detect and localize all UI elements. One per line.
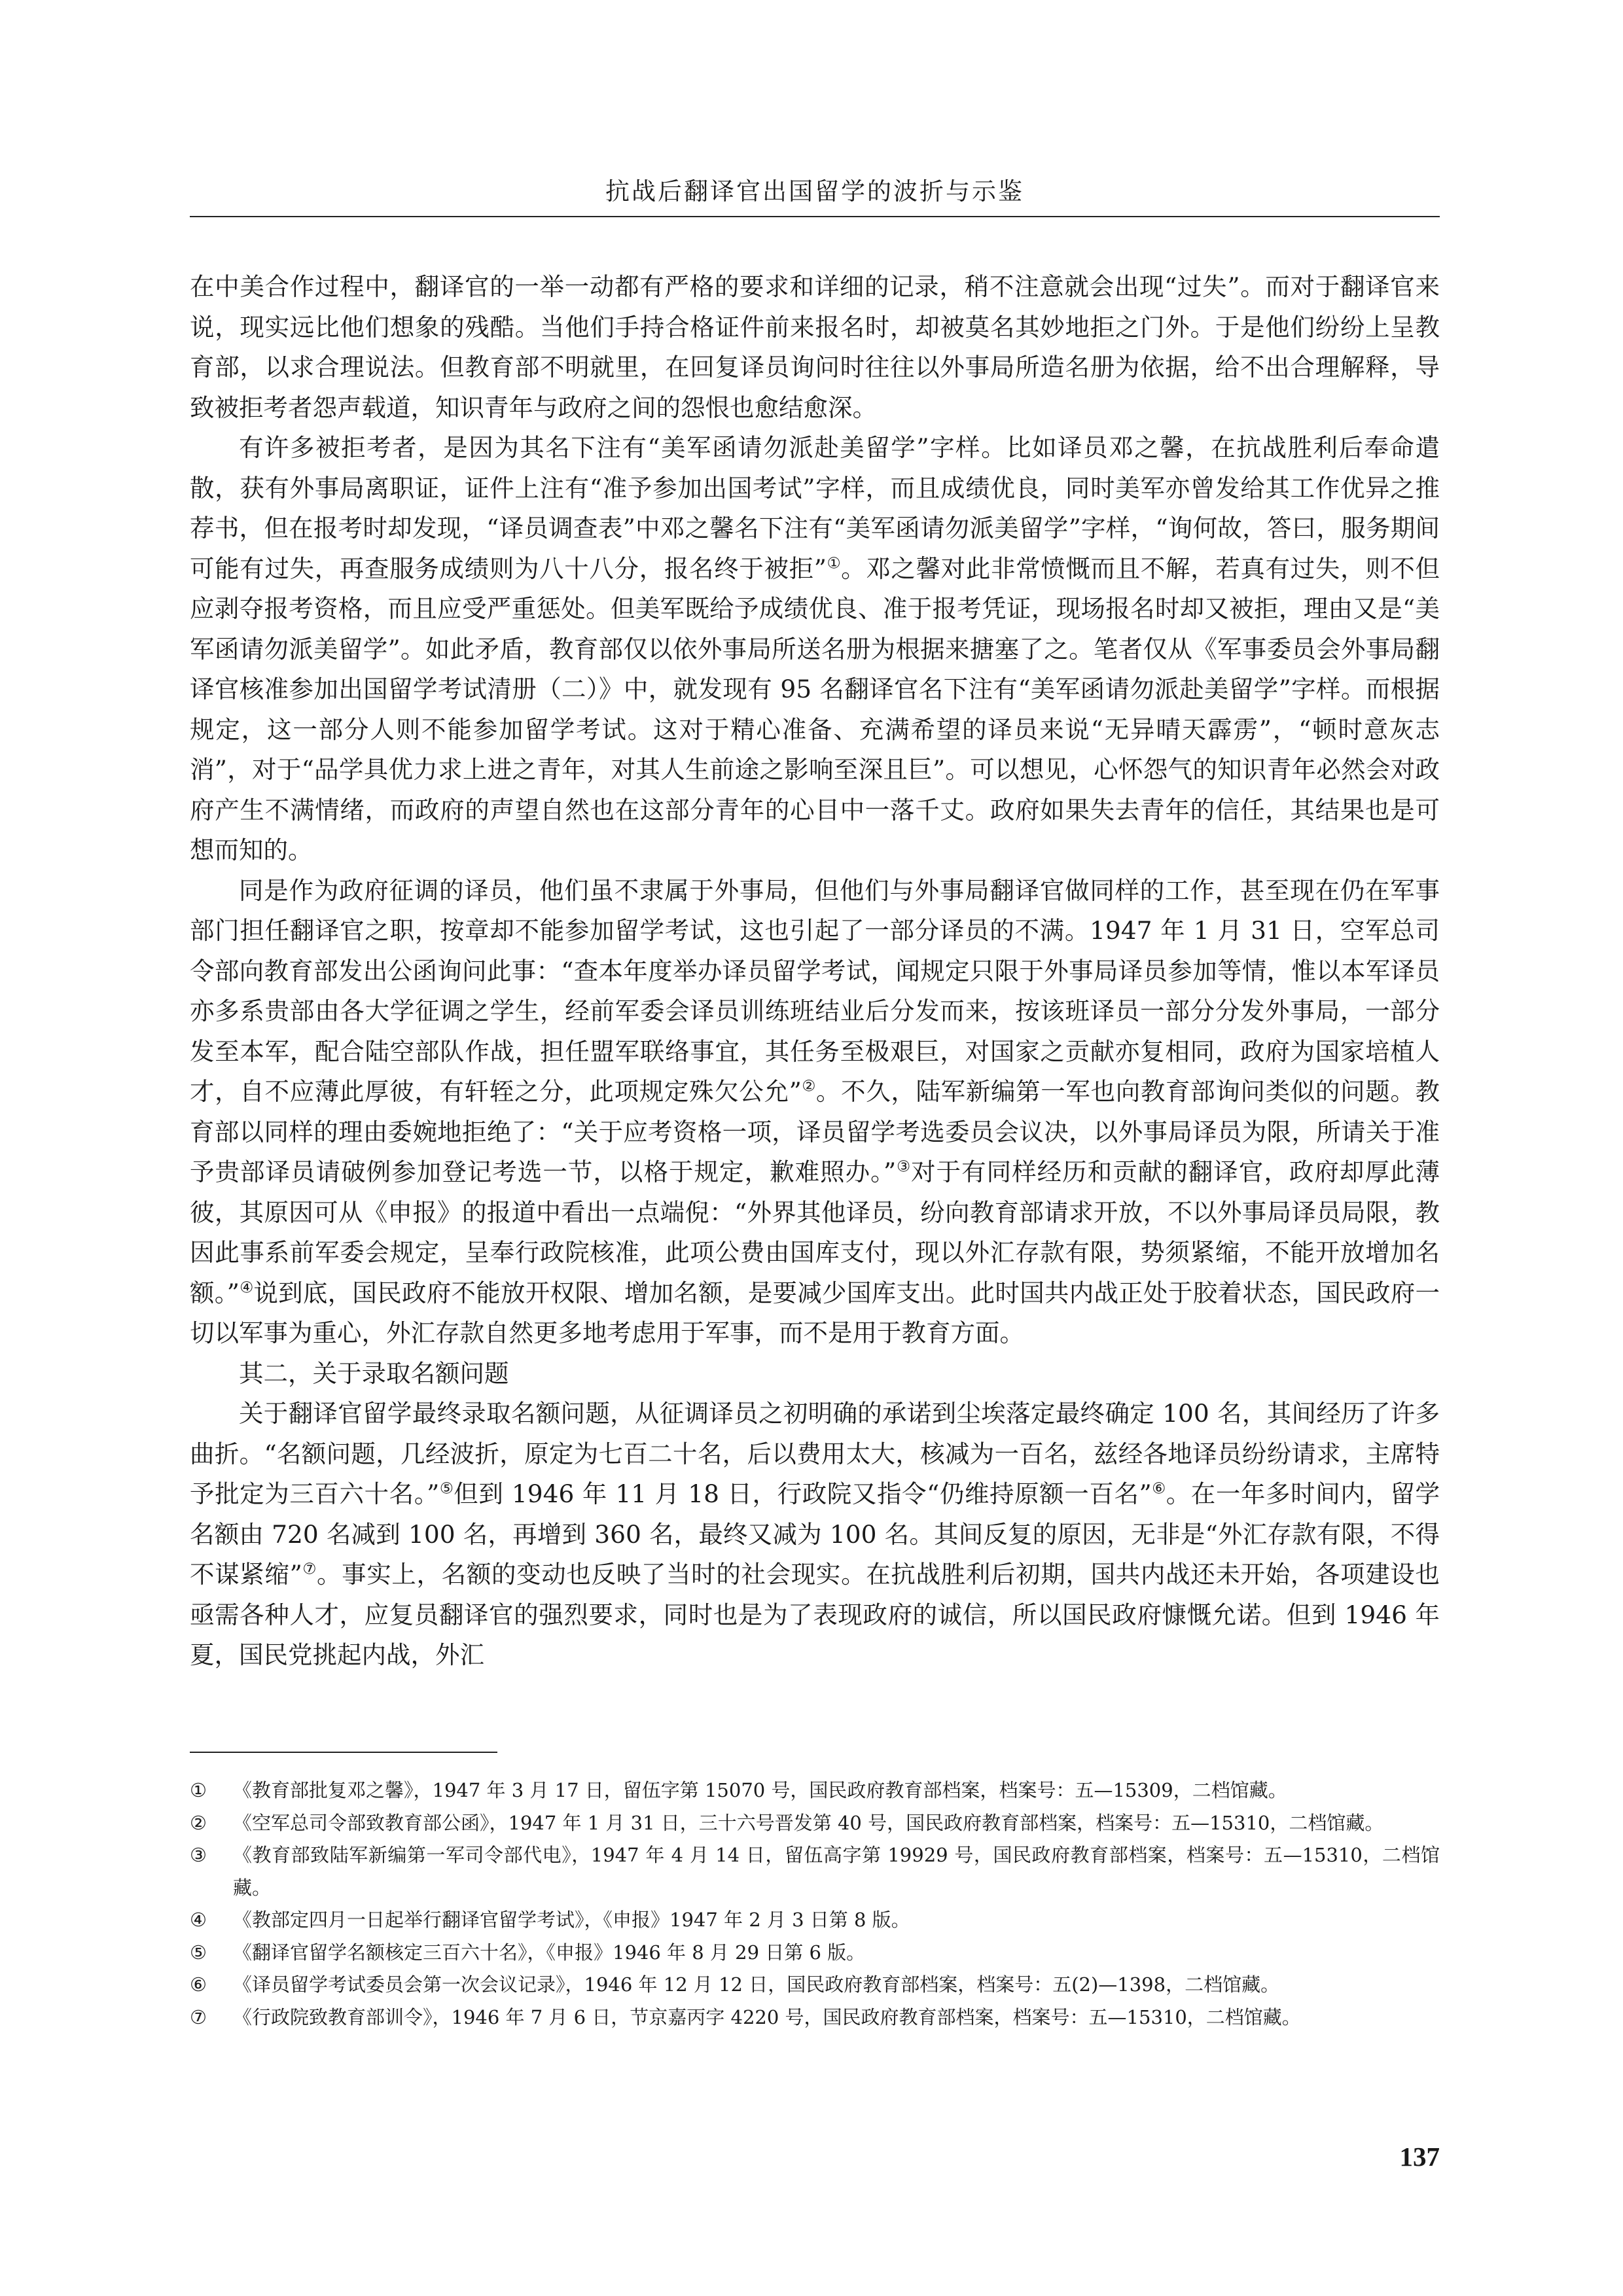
footnote-ref: ⑤ [439, 1479, 454, 1498]
footnote-mark: ⑤ [190, 1941, 207, 1964]
footnote [190, 1904, 1440, 1937]
text-run: 。邓之馨对此非常愤慨而且不解，若真有过失，则不但应剥夺报考资格，而且应受严重惩处。但美军既给予成绩优良、准于报考凭证，现场报名时却又被拒，理由又是“美军函请勿派美留学”。如此矛盾，教育部仅以依外事局所送名册为根据来搪塞了之。笔者仅从《军事委员会外事局翻译官核准参加出国留学考试清册（二）》中，就发现有 95 名翻译官名下注有“美军函请勿派赴美留学”字样。而根据规定，这一部分人则不能参加留学考试。这对于精心准备、充满希望的译员来说“无异晴天霹雳”，“顿时意灰志消”，对于“品学具优力求上进之青年，对其人生前途之影响至深且巨”。可以想见，心怀怨气的知识青年必然会对政府产生不满情绪，而政府的声望自然也在这部分青年的心目中一落千丈。政府如果失去青年的信任，其结果也是可想而知的。 [190, 554, 1440, 864]
text-run: 对于有同样经历和贡献的翻译官，政府却厚此薄彼，其原因可从《申报》的报道中看出一点端倪：“外界其他译员，纷向教育部请求开放，不以外事局译员局限，教因此事系前军委会规定，呈奉行政院核准，此项公费由国库支付，现以外汇存款有限，势须紧缩，不能开放增加名额。” [190, 1157, 1440, 1307]
text-run: 其二，关于录取名额问题 [239, 1358, 509, 1388]
footnote-text: 《教育部致陆军新编第一军司令部代电》，1947 年 4 月 14 日，留伍高字第 19929 号，国民政府教育部档案，档案号：五—15310，二档馆藏。 [233, 1844, 1440, 1899]
paragraph [190, 267, 1440, 428]
text-run: 同是作为政府征调的译员，他们虽不隶属于外事局，但他们与外事局翻译官做同样的工作，甚至现在仍在军事部门担任翻译官之职，按章却不能参加留学考试，这也引起了一部分译员的不满。1947 年 1 月 31 日，空军总司令部向教育部发出公函询问此事：“查本年度举办译员留学考试，闻规定只限于外事局译员参加等情，惟以本军译员亦多系贵部由各大学征调之学生，经前军委会译员训练班结业后分发而来，按该班译员一部分分发外事局，一部分发至本军，配合陆空部队作战，担任盟军联络事宜，其任务至极艰巨，对国家之贡献亦复相同，政府为国家培植人才，自不应薄此厚彼，有轩轾之分，此项规定殊欠公允” [190, 875, 1440, 1106]
footnote [190, 1839, 1440, 1904]
paragraph [190, 871, 1440, 1354]
section-heading [190, 1354, 1440, 1394]
footnote-rule [190, 1752, 497, 1753]
footnote [190, 1807, 1440, 1840]
text-run: 。不久，陆军新编第一军也向教育部询问类似的问题。教育部以同样的理由委婉地拒绝了：“关于应考资格一项，译员留学考选委员会议决，以外事局译员为限，所请关于准予贵部译员请破例参加登记考选一节，以格于规定，歉难照办。” [190, 1077, 1440, 1186]
footnotes [190, 1775, 1440, 2034]
footnote-text: 《译员留学考试委员会第一次会议记录》，1946 年 12 月 12 日，国民政府教育部档案，档案号：五(2)—1398，二档馆藏。 [233, 1973, 1280, 1996]
paragraph [190, 1394, 1440, 1676]
text-run: 在中美合作过程中，翻译官的一举一动都有严格的要求和详细的记录，稍不注意就会出现“过失”。而对于翻译官来说，现实远比他们想象的残酷。当他们手持合格证件前来报名时，却被莫名其妙地拒之门外。于是他们纷纷上呈教育部，以求合理说法。但教育部不明就里，在回复译员询问时往往以外事局所造名册为依据，给不出合理解释，导致被拒考者怨声载道，知识青年与政府之间的怨恨也愈结愈深。 [190, 272, 1440, 422]
footnote-ref: ⑦ [302, 1560, 317, 1578]
text-run: 说到底，国民政府不能放开权限、增加名额，是要减少国库支出。此时国共内战正处于胶着状态，国民政府一切以军事为重心，外汇存款自然更多地考虑用于军事，而不是用于教育方面。 [190, 1278, 1440, 1347]
footnote-ref: ④ [239, 1279, 254, 1296]
footnote-text: 《行政院致教育部训令》，1946 年 7 月 6 日，节京嘉丙字 4220 号，国民政府教育部档案，档案号：五—15310，二档馆藏。 [233, 2005, 1301, 2028]
footnote-mark: ⑦ [190, 2005, 207, 2028]
paragraph [190, 428, 1440, 871]
body-text [190, 267, 1440, 1676]
text-run: 有许多被拒考者，是因为其名下注有“美军函请勿派赴美留学”字样。比如译员邓之馨，在抗战胜利后奉命遣散，获有外事局离职证，证件上注有“准予参加出国考试”字样，而且成绩优良，同时美军亦曾发给其工作优异之推荐书，但在报考时却发现，“译员调查表”中邓之馨名下注有“美军函请勿派美留学”字样，“询何故，答曰，服务期间可能有过失，再查服务成绩则为八十八分，报名终于被拒” [190, 433, 1440, 583]
footnote-ref: ② [801, 1077, 816, 1095]
footnote-text: 《教育部批复邓之馨》，1947 年 3 月 17 日，留伍字第 15070 号，国民政府教育部档案，档案号：五—15309，二档馆藏。 [233, 1779, 1287, 1801]
footnote-mark: ④ [190, 1909, 207, 1931]
page-number: 137 [1399, 2142, 1440, 2172]
footnote-ref: ① [826, 554, 842, 572]
footnote-text: 《教部定四月一日起举行翻译官留学考试》，《申报》1947 年 2 月 3 日第 8 版。 [233, 1909, 910, 1931]
footnote-mark: ⑥ [190, 1973, 207, 1996]
footnote-mark: ② [190, 1811, 207, 1834]
footnote [190, 2002, 1440, 2034]
footnote-mark: ③ [190, 1844, 207, 1866]
footnote-mark: ① [190, 1779, 207, 1801]
footnote-text: 《翻译官留学名额核定三百六十名》，《申报》1946 年 8 月 29 日第 6 版。 [233, 1941, 866, 1964]
text-run: 。事实上，名额的变动也反映了当时的社会现实。在抗战胜利后初期，国共内战还未开始，各项建设也亟需各种人才，应复员翻译官的强烈要求，同时也是为了表现政府的诚信，所以国民政府慷慨允诺。但到 1946 年夏，国民党挑起内战，外汇 [190, 1560, 1440, 1669]
header-rule [190, 216, 1440, 217]
footnote [190, 1969, 1440, 2002]
text-run: 关于翻译官留学最终录取名额问题，从征调译员之初明确的承诺到尘埃落定最终确定 100 名，其间经历了许多曲折。“名额问题，几经波折，原定为七百二十名，后以费用太大，核减为一百名，兹经各地译员纷纷请求，主席特予批定为三百六十名。” [190, 1399, 1440, 1508]
text-run: 。在一年多时间内，留学名额由 720 名减到 100 名，再增到 360 名，最终又减为 100 名。其间反复的原因，无非是“外汇存款有限，不得不谋紧缩” [190, 1479, 1440, 1589]
text-run: 但到 1946 年 11 月 18 日，行政院又指令“仍维持原额一百名” [454, 1479, 1152, 1508]
footnote-ref: ③ [896, 1157, 912, 1176]
footnote-ref: ⑥ [1151, 1479, 1166, 1498]
footnote [190, 1775, 1440, 1807]
running-head: 抗战后翻译官出国留学的波折与示鉴 [605, 177, 1024, 205]
footnote-text: 《空军总司令部致教育部公函》，1947 年 1 月 31 日，三十六号晋发第 40 号，国民政府教育部档案，档案号：五—15310，二档馆藏。 [233, 1811, 1384, 1834]
footnote [190, 1937, 1440, 1969]
